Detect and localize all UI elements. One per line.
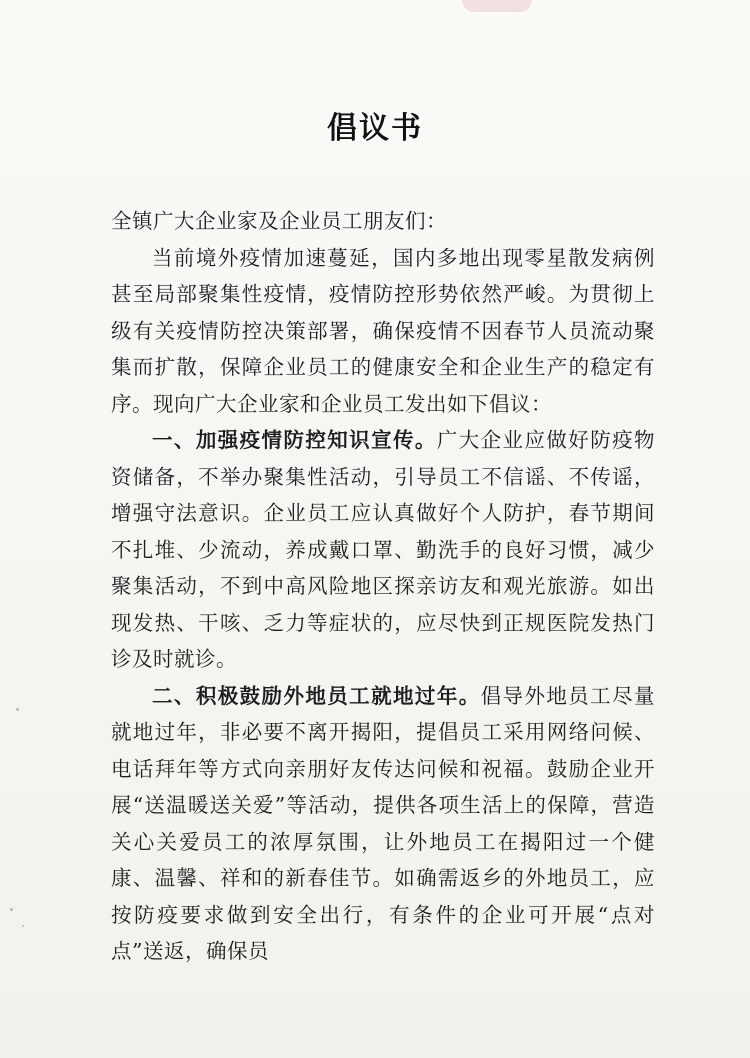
- scan-speck: [22, 925, 24, 927]
- paragraph-lead: 一、加强疫情防控知识宣传。: [152, 428, 437, 452]
- stamp-mark: [462, 0, 532, 12]
- paragraph-lead: 二、积极鼓励外地员工就地过年。: [152, 683, 481, 708]
- paragraph-point-1: [111, 422, 655, 678]
- paragraph-text: 当前境外疫情加速蔓延，国内多地出现零星散发病例甚至局部聚集性疫情，疫情防控形势依然严峻。为贯彻上级有关疫情防控决策部署，确保疫情不因春节人员流动聚集而扩散，保障企业员工的健康安全和企业生产的稳定有序。现向广大企业家和企业员工发出如下倡议：: [111, 245, 655, 416]
- paragraph-intro: [111, 240, 655, 423]
- paragraph-point-2: [111, 678, 655, 970]
- paragraph-text: 倡导外地员工尽量就地过年，非必要不离开揭阳，提倡员工采用网络问候、电话拜年等方式向亲朋好友传达问候和祝福。鼓励企业开展“送温暖送关爱”等活动，提供各项生活上的保障，营造关心关爱员工的浓厚氛围，让外地员工在揭阳过一个健康、温馨、祥和的新春佳节。如确需返乡的外地员工，应按防疫要求做到安全出行，有条件的企业可开展“点对点”送返，确保员: [111, 683, 656, 963]
- document-body: [111, 203, 671, 970]
- scan-speck: [16, 708, 19, 711]
- paragraph-text: 广大企业应做好防疫物资储备，不举办聚集性活动，引导员工不信谣、不传谣，增强守法意识。企业员工应认真做好个人防护，春节期间不扎堆、少流动，养成戴口罩、勤洗手的良好习惯，减少聚集活动，不到中高风险地区探亲访友和观光旅游。如出现发热、干咳、乏力等症状的，应尽快到正规医院发热门诊及时就诊。: [111, 428, 656, 671]
- document-title: 倡议书: [327, 111, 423, 146]
- scan-speck: [10, 908, 13, 911]
- salutation: 全镇广大企业家及企业员工朋友们：: [111, 209, 447, 233]
